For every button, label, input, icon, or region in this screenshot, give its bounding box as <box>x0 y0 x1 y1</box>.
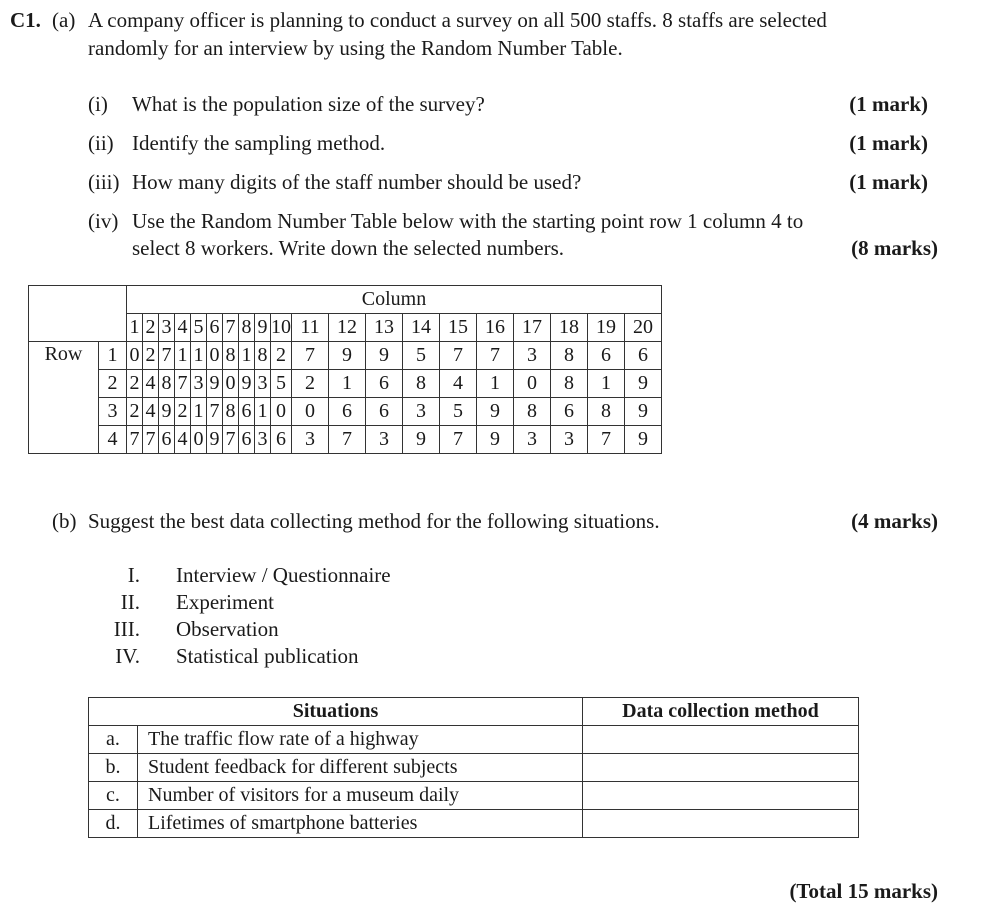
random-digit: 9 <box>239 370 255 398</box>
random-digit: 9 <box>625 398 662 426</box>
part-b-marks: (4 marks) <box>851 509 938 533</box>
random-digit: 0 <box>223 370 239 398</box>
column-number: 7 <box>223 314 239 342</box>
random-digit: 5 <box>403 342 440 370</box>
item-ii-label: (ii) <box>88 131 114 155</box>
random-digit: 7 <box>175 370 191 398</box>
column-number: 2 <box>143 314 159 342</box>
item-iii-text: How many digits of the staff number should be used? <box>132 170 582 194</box>
column-number: 10 <box>271 314 292 342</box>
random-digit: 4 <box>143 398 159 426</box>
random-digit: 8 <box>403 370 440 398</box>
random-digit: 0 <box>207 342 223 370</box>
random-digit: 7 <box>223 426 239 454</box>
random-digit: 2 <box>175 398 191 426</box>
random-digit: 6 <box>551 398 588 426</box>
row-number: 2 <box>99 370 127 398</box>
random-digit: 7 <box>143 426 159 454</box>
random-digit: 9 <box>625 426 662 454</box>
random-digit: 3 <box>292 426 329 454</box>
random-digit: 2 <box>127 398 143 426</box>
column-number: 18 <box>551 314 588 342</box>
random-digit: 1 <box>239 342 255 370</box>
random-digit: 0 <box>127 342 143 370</box>
row-number: 1 <box>99 342 127 370</box>
random-digit: 1 <box>477 370 514 398</box>
column-number: 13 <box>366 314 403 342</box>
method-answer-cell[interactable] <box>583 754 859 782</box>
random-number-table <box>28 285 662 454</box>
random-digit: 9 <box>159 398 175 426</box>
item-iv-label: (iv) <box>88 209 119 233</box>
part-b-text: Suggest the best data collecting method for the following situations. <box>88 509 660 533</box>
item-iii-label: (iii) <box>88 170 120 194</box>
situation-text: The traffic flow rate of a highway <box>138 726 583 754</box>
random-digit: 8 <box>588 398 625 426</box>
situation-text: Student feedback for different subjects <box>138 754 583 782</box>
random-digit: 7 <box>329 426 366 454</box>
random-digit: 9 <box>329 342 366 370</box>
situations-body <box>89 726 859 838</box>
random-digit: 3 <box>191 370 207 398</box>
method-num: III. <box>113 617 140 641</box>
random-digit: 7 <box>477 342 514 370</box>
random-digit: 6 <box>366 370 403 398</box>
random-digit: 6 <box>588 342 625 370</box>
random-digit: 6 <box>239 398 255 426</box>
random-digit: 1 <box>175 342 191 370</box>
situation-row <box>89 726 859 754</box>
random-digit: 8 <box>255 342 271 370</box>
column-number: 9 <box>255 314 271 342</box>
random-digit: 2 <box>127 370 143 398</box>
item-i-marks: (1 mark) <box>849 92 928 116</box>
random-digit: 9 <box>207 370 223 398</box>
random-digit: 8 <box>223 398 239 426</box>
method-text: Experiment <box>176 590 274 614</box>
random-digit: 5 <box>271 370 292 398</box>
random-digit: 0 <box>191 426 207 454</box>
random-digit: 0 <box>514 370 551 398</box>
column-number: 5 <box>191 314 207 342</box>
random-digit: 6 <box>159 426 175 454</box>
random-digit: 0 <box>292 398 329 426</box>
column-number: 6 <box>207 314 223 342</box>
random-digit: 7 <box>440 426 477 454</box>
part-a-label: (a) <box>52 8 76 32</box>
method-num: IV. <box>115 644 140 668</box>
method-text: Observation <box>176 617 279 641</box>
column-number: 11 <box>292 314 329 342</box>
random-digit: 3 <box>255 370 271 398</box>
situation-label: a. <box>89 726 138 754</box>
total-marks: (Total 15 marks) <box>789 879 938 903</box>
random-digit: 7 <box>207 398 223 426</box>
situations-table <box>88 697 859 838</box>
column-number: 20 <box>625 314 662 342</box>
part-b-label: (b) <box>52 509 77 533</box>
method-text: Interview / Questionnaire <box>176 563 391 587</box>
random-digit: 1 <box>191 398 207 426</box>
random-digit: 9 <box>207 426 223 454</box>
random-digit: 7 <box>440 342 477 370</box>
situation-row <box>89 810 859 838</box>
random-digit: 6 <box>271 426 292 454</box>
method-num: I. <box>127 563 140 587</box>
method-answer-cell[interactable] <box>583 782 859 810</box>
table-header-row <box>29 286 662 314</box>
question-number: C1. <box>10 8 41 32</box>
random-digit: 7 <box>159 342 175 370</box>
item-i-label: (i) <box>88 92 108 116</box>
method-text: Statistical publication <box>176 644 359 668</box>
situation-row <box>89 754 859 782</box>
row-number: 3 <box>99 398 127 426</box>
situation-label: c. <box>89 782 138 810</box>
table-row <box>29 426 662 454</box>
part-a-line2: randomly for an interview by using the Random Number Table. <box>88 36 623 60</box>
random-digit: 3 <box>255 426 271 454</box>
random-digit: 2 <box>292 370 329 398</box>
row-number: 4 <box>99 426 127 454</box>
situation-row <box>89 782 859 810</box>
random-digit: 8 <box>514 398 551 426</box>
item-i-text: What is the population size of the survey? <box>132 92 485 116</box>
random-digit: 5 <box>440 398 477 426</box>
situations-header: Situations <box>89 698 583 726</box>
column-number: 16 <box>477 314 514 342</box>
situation-label: b. <box>89 754 138 782</box>
random-digit: 9 <box>403 426 440 454</box>
random-digit: 4 <box>440 370 477 398</box>
random-digit: 1 <box>255 398 271 426</box>
situations-header-row <box>89 698 859 726</box>
random-digit: 2 <box>143 342 159 370</box>
random-digit: 8 <box>223 342 239 370</box>
column-number: 12 <box>329 314 366 342</box>
random-digit: 4 <box>175 426 191 454</box>
random-digit: 9 <box>625 370 662 398</box>
method-answer-cell[interactable] <box>583 810 859 838</box>
random-digit: 3 <box>366 426 403 454</box>
table-body <box>29 342 662 454</box>
column-number: 8 <box>239 314 255 342</box>
random-digit: 7 <box>292 342 329 370</box>
part-a-line1: A company officer is planning to conduct a survey on all 500 staffs. 8 staffs are selected <box>88 8 827 32</box>
random-digit: 8 <box>551 342 588 370</box>
random-digit: 7 <box>127 426 143 454</box>
column-number: 1 <box>127 314 143 342</box>
random-digit: 9 <box>477 398 514 426</box>
random-digit: 0 <box>271 398 292 426</box>
column-number: 15 <box>440 314 477 342</box>
item-ii-text: Identify the sampling method. <box>132 131 386 155</box>
table-row <box>29 342 662 370</box>
random-digit: 1 <box>588 370 625 398</box>
method-answer-cell[interactable] <box>583 726 859 754</box>
item-ii-marks: (1 mark) <box>849 131 928 155</box>
method-header: Data collection method <box>583 698 859 726</box>
column-number: 17 <box>514 314 551 342</box>
item-iv-text: Use the Random Number Table below with the starting point row 1 column 4 to <box>132 209 804 233</box>
item-iii-marks: (1 mark) <box>849 170 928 194</box>
item-iv-marks: (8 marks) <box>851 236 938 260</box>
random-digit: 6 <box>329 398 366 426</box>
random-digit: 1 <box>191 342 207 370</box>
situation-label: d. <box>89 810 138 838</box>
random-digit: 3 <box>514 342 551 370</box>
column-number: 3 <box>159 314 175 342</box>
random-digit: 6 <box>625 342 662 370</box>
random-digit: 3 <box>551 426 588 454</box>
random-digit: 1 <box>329 370 366 398</box>
random-digit: 8 <box>551 370 588 398</box>
item-iv-text2: select 8 workers. Write down the selected numbers. <box>132 236 565 260</box>
random-digit: 6 <box>366 398 403 426</box>
column-number: 19 <box>588 314 625 342</box>
random-digit: 9 <box>366 342 403 370</box>
column-number: 14 <box>403 314 440 342</box>
situation-text: Lifetimes of smartphone batteries <box>138 810 583 838</box>
random-digit: 3 <box>514 426 551 454</box>
row-header: Row <box>29 342 99 454</box>
random-digit: 7 <box>588 426 625 454</box>
random-digit: 2 <box>271 342 292 370</box>
situation-text: Number of visitors for a museum daily <box>138 782 583 810</box>
method-num: II. <box>120 590 140 614</box>
random-digit: 3 <box>403 398 440 426</box>
random-digit: 4 <box>143 370 159 398</box>
random-digit: 9 <box>477 426 514 454</box>
column-number: 4 <box>175 314 191 342</box>
table-row <box>29 370 662 398</box>
column-header: Column <box>127 286 662 314</box>
table-corner <box>29 286 127 342</box>
random-digit: 8 <box>159 370 175 398</box>
table-row <box>29 398 662 426</box>
random-digit: 6 <box>239 426 255 454</box>
